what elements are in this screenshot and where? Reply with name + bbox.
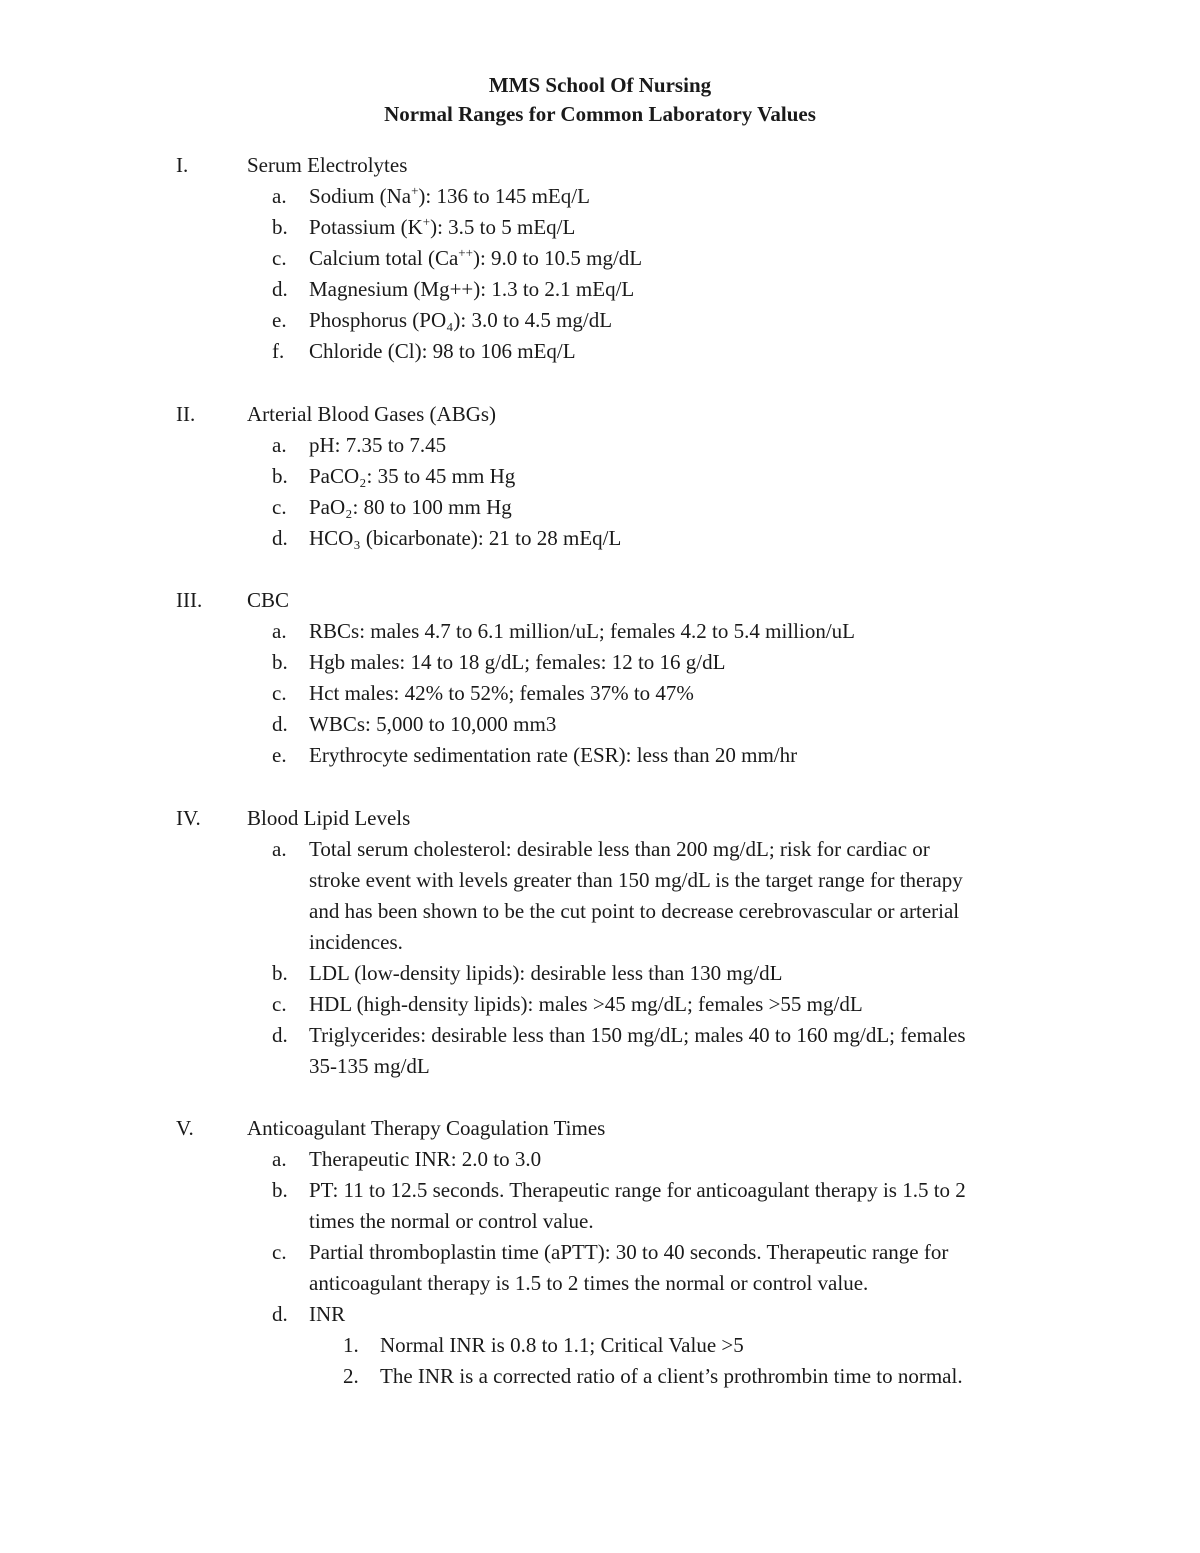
- item-text: Triglycerides: desirable less than 150 mg/dL; males 40 to 160 mg/dL; females 35-135 mg/dL: [309, 1023, 966, 1078]
- item-marker: a.: [272, 837, 287, 861]
- section-cbc: [0, 585, 1200, 771]
- list-item: [0, 709, 1200, 740]
- section-number: III.: [176, 588, 203, 612]
- list-item: [0, 958, 1200, 989]
- list-item: [0, 492, 1200, 523]
- item-marker: e.: [272, 743, 287, 767]
- list-item: [0, 430, 1200, 461]
- school-name: MMS School Of Nursing: [488, 73, 712, 97]
- sub-item-text: The INR is a corrected ratio of a client’s prothrombin time to normal.: [380, 1364, 963, 1388]
- item-text: Total serum cholesterol: desirable less than 200 mg/dL; risk for cardiac or stroke event with levels greater than 150 mg/dL is the target range for therapy and has been shown to be the cut point to decrease cerebrovascular or arterial incidences.: [309, 837, 963, 954]
- list-item: [0, 243, 1200, 274]
- item-marker: c.: [272, 681, 287, 705]
- sub-list-item: [0, 1330, 1200, 1361]
- item-marker: c.: [272, 992, 287, 1016]
- section-title: Blood Lipid Levels: [247, 806, 411, 830]
- section-arterial-blood-gases: [0, 399, 1200, 554]
- item-text: Hgb males: 14 to 18 g/dL; females: 12 to 16 g/dL: [309, 650, 726, 674]
- document-title: Normal Ranges for Common Laboratory Values: [384, 102, 816, 126]
- section-number: V.: [176, 1116, 194, 1140]
- item-text: pH: 7.35 to 7.45: [309, 433, 447, 457]
- list-item: [0, 336, 1200, 367]
- item-marker: b.: [272, 1178, 288, 1202]
- item-text: Potassium (K+): 3.5 to 5 mEq/L: [309, 214, 576, 239]
- item-marker: c.: [272, 246, 287, 270]
- item-marker: b.: [272, 961, 288, 985]
- item-text: RBCs: males 4.7 to 6.1 million/uL; females 4.2 to 5.4 million/uL: [309, 619, 855, 643]
- item-text: HCO₃ (bicarbonate): 21 to 28 mEq/L: [309, 526, 622, 550]
- item-marker: b.: [272, 464, 288, 488]
- item-marker: b.: [272, 215, 288, 239]
- list-item: [0, 1175, 1200, 1237]
- item-marker: c.: [272, 1240, 287, 1264]
- item-marker: a.: [272, 184, 287, 208]
- document-header: [0, 71, 1200, 129]
- section-title: CBC: [247, 588, 290, 612]
- section-heading: [0, 585, 1200, 616]
- section-heading: [0, 803, 1200, 834]
- item-marker: d.: [272, 277, 288, 301]
- item-marker: c.: [272, 495, 287, 519]
- item-text: HDL (high-density lipids): males >45 mg/dL; females >55 mg/dL: [309, 992, 863, 1016]
- section-number: II.: [176, 402, 196, 426]
- list-item: [0, 834, 1200, 958]
- sub-list-item: [0, 1361, 1200, 1392]
- item-text: Hct males: 42% to 52%; females 37% to 47%: [309, 681, 694, 705]
- list-item: [0, 305, 1200, 336]
- sub-item-marker: 2.: [343, 1364, 359, 1388]
- item-text: PaO₂: 80 to 100 mm Hg: [309, 495, 512, 519]
- item-marker: b.: [272, 650, 288, 674]
- section-heading: [0, 1113, 1200, 1144]
- item-marker: f.: [272, 339, 285, 363]
- list-item: [0, 274, 1200, 305]
- section-anticoagulant-therapy: [0, 1113, 1200, 1392]
- list-item: [0, 989, 1200, 1020]
- sub-item-marker: 1.: [343, 1333, 359, 1357]
- list-item: [0, 647, 1200, 678]
- list-item: [0, 212, 1200, 243]
- item-text: WBCs: 5,000 to 10,000 mm3: [309, 712, 557, 736]
- item-text: Erythrocyte sedimentation rate (ESR): less than 20 mm/hr: [309, 743, 798, 767]
- item-text: Sodium (Na+): 136 to 145 mEq/L: [309, 183, 590, 208]
- list-item: [0, 181, 1200, 212]
- item-text: LDL (low-density lipids): desirable less than 130 mg/dL: [309, 961, 783, 985]
- list-item: [0, 740, 1200, 771]
- item-marker: d.: [272, 1023, 288, 1047]
- list-item: [0, 461, 1200, 492]
- section-blood-lipid-levels: [0, 803, 1200, 1082]
- section-serum-electrolytes: [0, 150, 1200, 367]
- item-marker: d.: [272, 1302, 288, 1326]
- sub-item-text: Normal INR is 0.8 to 1.1; Critical Value >5: [380, 1333, 744, 1357]
- item-text: INR: [309, 1302, 346, 1326]
- item-marker: a.: [272, 1147, 287, 1171]
- list-item: [0, 523, 1200, 554]
- list-item: [0, 1020, 1200, 1082]
- item-marker: d.: [272, 712, 288, 736]
- item-text: Chloride (Cl): 98 to 106 mEq/L: [309, 339, 576, 363]
- section-title: Serum Electrolytes: [247, 153, 408, 177]
- section-title: Arterial Blood Gases (ABGs): [247, 402, 497, 426]
- item-text: PT: 11 to 12.5 seconds. Therapeutic range for anticoagulant therapy is 1.5 to 2 times the normal or control value.: [309, 1178, 966, 1233]
- item-text: Therapeutic INR: 2.0 to 3.0: [309, 1147, 542, 1171]
- list-item: [0, 678, 1200, 709]
- section-number: IV.: [176, 806, 201, 830]
- item-marker: a.: [272, 619, 287, 643]
- list-item: [0, 616, 1200, 647]
- item-marker: e.: [272, 308, 287, 332]
- section-heading: [0, 150, 1200, 181]
- section-title: Anticoagulant Therapy Coagulation Times: [247, 1116, 606, 1140]
- list-item: [0, 1299, 1200, 1330]
- section-heading: [0, 399, 1200, 430]
- list-item: [0, 1144, 1200, 1175]
- item-text: Calcium total (Ca++): 9.0 to 10.5 mg/dL: [309, 245, 643, 270]
- list-item: [0, 1237, 1200, 1299]
- section-number: I.: [176, 153, 189, 177]
- item-text: Phosphorus (PO₄): 3.0 to 4.5 mg/dL: [309, 308, 613, 332]
- item-text: Partial thromboplastin time (aPTT): 30 to 40 seconds. Therapeutic range for anticoagulant therapy is 1.5 to 2 times the normal or control value.: [309, 1240, 949, 1295]
- item-marker: a.: [272, 433, 287, 457]
- item-marker: d.: [272, 526, 288, 550]
- item-text: Magnesium (Mg++): 1.3 to 2.1 mEq/L: [309, 277, 635, 301]
- item-text: PaCO₂: 35 to 45 mm Hg: [309, 464, 516, 488]
